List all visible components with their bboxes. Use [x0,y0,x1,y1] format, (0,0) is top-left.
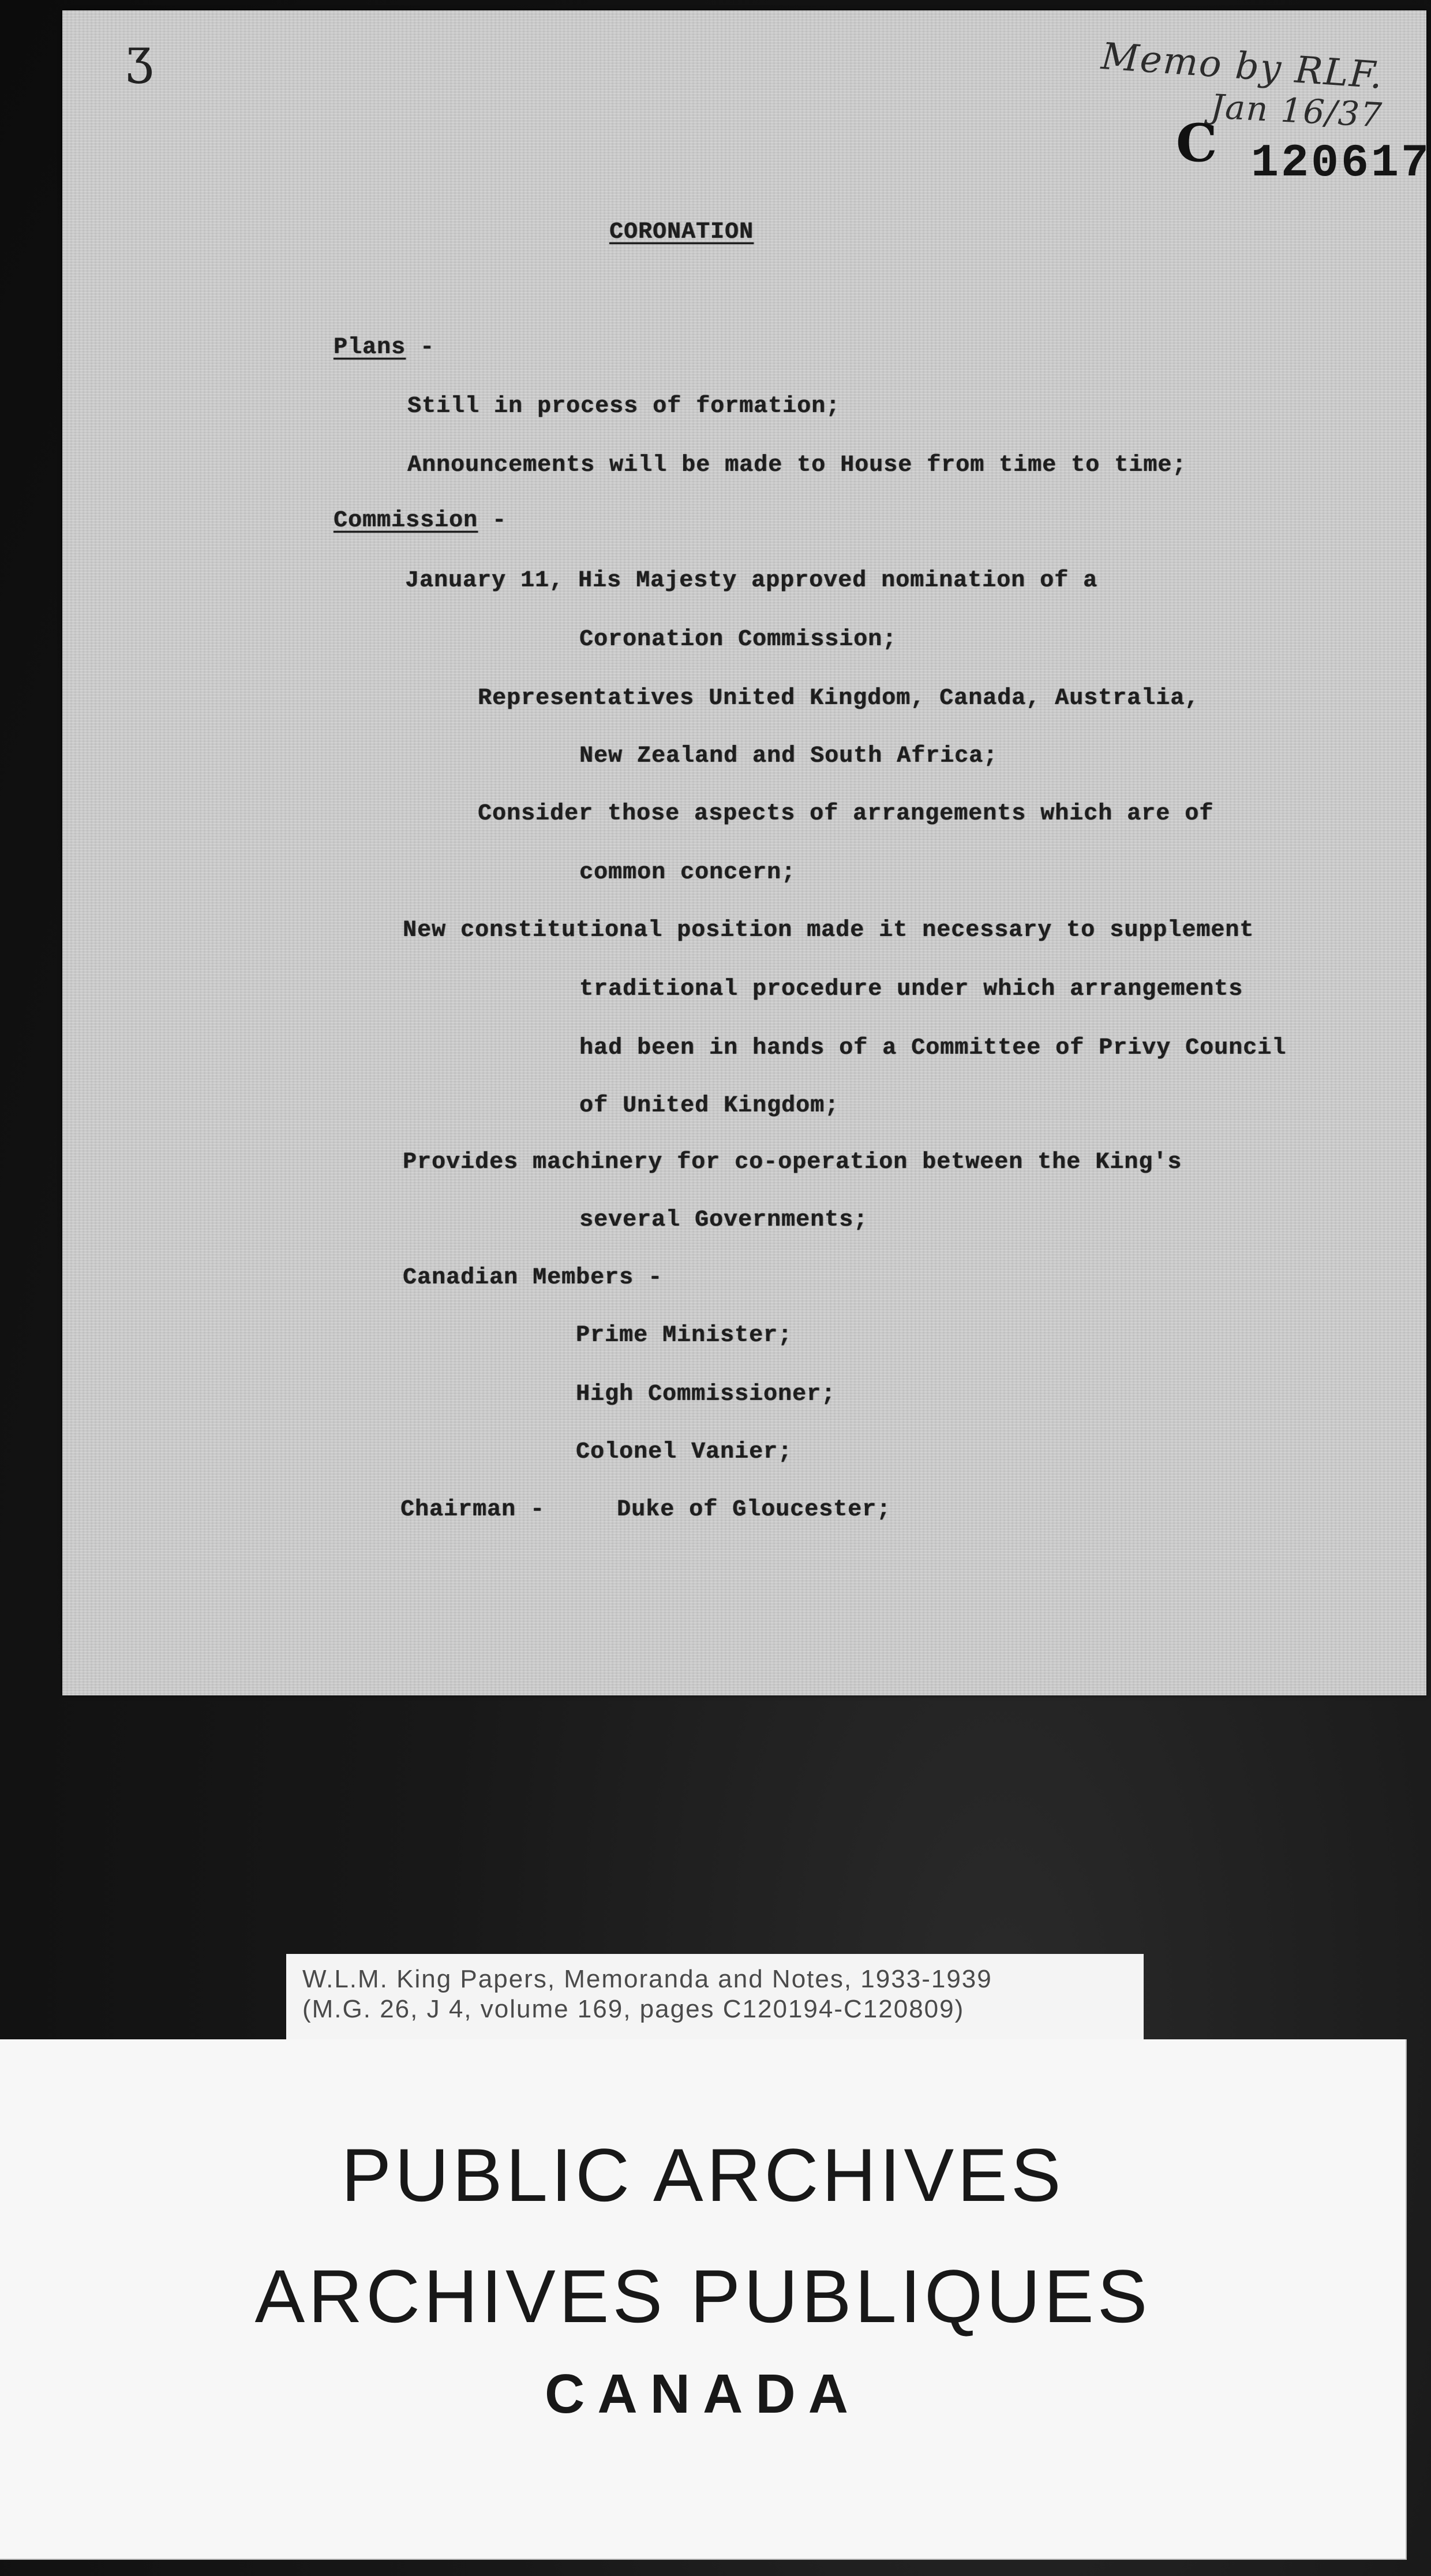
text-line: Canadian Members - [403,1265,663,1291]
text-line: traditional procedure under which arrangements [579,976,1243,1002]
document-title: CORONATION [609,219,754,245]
handwritten-memo-note: Memo by RLF. [1100,35,1385,98]
typed-memo-page [62,10,1431,1695]
reference-label-line: W.L.M. King Papers, Memoranda and Notes, 1933-1939 [302,1965,992,1993]
text-line: of United Kingdom; [579,1093,840,1119]
text-line: several Governments; [579,1207,868,1233]
section-heading-plans: Plans - [334,335,435,361]
handwritten-date-note: Jan 16/37 [1209,87,1384,135]
archive-line-country: CANADA [545,2363,861,2425]
text-line: New Zealand and South Africa; [579,743,998,769]
document-number-stamp: 120617 [1251,137,1431,190]
text-line: Coronation Commission; [579,627,897,653]
text-line: Colonel Vanier; [576,1439,793,1465]
text-line: common concern; [579,860,796,886]
reference-label [286,1954,1144,2039]
text-line: Chairman - Duke of Gloucester; [400,1497,891,1523]
text-line: Representatives United Kingdom, Canada, Australia, [478,686,1200,712]
text-line: High Commissioner; [576,1381,836,1407]
text-line: Still in process of formation; [407,394,841,420]
archive-line-french: ARCHIVES PUBLIQUES [254,2254,1151,2338]
reference-label-line: (M.G. 26, J 4, volume 169, pages C120194-C120809) [302,1995,965,2023]
section-heading-plans-word: Plans [334,335,406,361]
text-line: New constitutional position made it necessary to supplement [403,918,1254,943]
corner-mark: ʒ [126,28,153,84]
text-line: January 11, His Majesty approved nomination of a [405,568,1098,594]
archive-line-english: PUBLIC ARCHIVES [341,2133,1065,2217]
archives-card [0,2039,1407,2560]
section-heading-commission-word: Commission [334,508,478,534]
text-line: Provides machinery for co-operation between the King's [403,1150,1182,1175]
text-line: Announcements will be made to House from time to time; [407,452,1187,478]
c-stamp-mark: C [1176,113,1218,174]
text-line: Prime Minister; [576,1323,793,1349]
text-line: had been in hands of a Committee of Privy Council [579,1035,1287,1061]
section-heading-commission: Commission - [334,508,507,534]
text-line: Consider those aspects of arrangements which are of [478,801,1214,827]
